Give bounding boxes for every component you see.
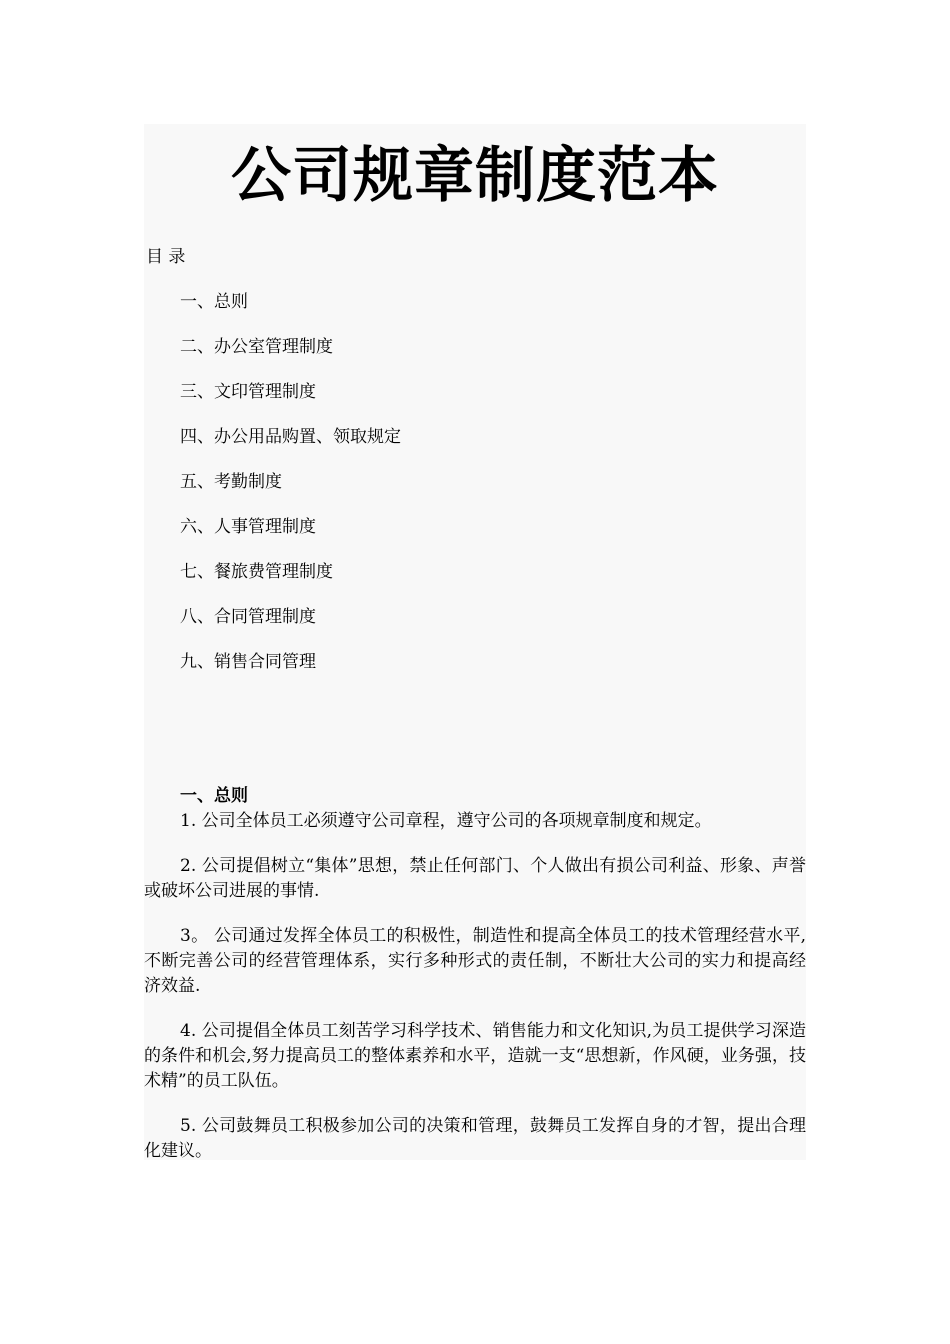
section-general-provisions [144, 784, 806, 1184]
toc-item: 四、办公用品购置、领取规定 [180, 427, 401, 447]
paragraph: 1. 公司全体员工必须遵守公司章程，遵守公司的各项规章制度和规定。 [180, 811, 712, 831]
toc-item: 五、考勤制度 [180, 472, 282, 492]
toc-item: 二、办公室管理制度 [180, 337, 333, 357]
toc-item: 八、合同管理制度 [180, 607, 316, 627]
document-page [144, 124, 806, 1160]
paragraph: 3。 公司通过发挥全体员工的积极性，制造性和提高全体员工的技术管理经营水平,不断完善公司的经营管理体系，实行多种形式的责任制，不断壮大公司的实力和提高经济效益. [144, 926, 806, 996]
toc-item: 七、餐旅费管理制度 [180, 562, 333, 582]
section-title: 一、总则 [180, 786, 248, 806]
toc-item: 三、文印管理制度 [180, 382, 316, 402]
paragraph: 2. 公司提倡树立“集体”思想，禁止任何部门、个人做出有损公司利益、形象、声誉或破坏公司进展的事情. [144, 856, 806, 901]
toc-heading: 目 录 [146, 247, 186, 267]
toc-item: 九、销售合同管理 [180, 652, 316, 672]
toc-item: 一、总则 [180, 292, 248, 312]
paragraph: 5. 公司鼓舞员工积极参加公司的决策和管理，鼓舞员工发挥自身的才智，提出合理化建议。 [144, 1116, 806, 1161]
table-of-contents [180, 289, 401, 694]
document-title: 公司规章制度范本 [231, 141, 719, 211]
toc-item: 六、人事管理制度 [180, 517, 316, 537]
paragraph: 4. 公司提倡全体员工刻苦学习科学技术、销售能力和文化知识,为员工提供学习深造的条件和机会,努力提高员工的整体素养和水平，造就一支“思想新，作风硬，业务强，技术精”的员工队伍。 [144, 1021, 806, 1091]
